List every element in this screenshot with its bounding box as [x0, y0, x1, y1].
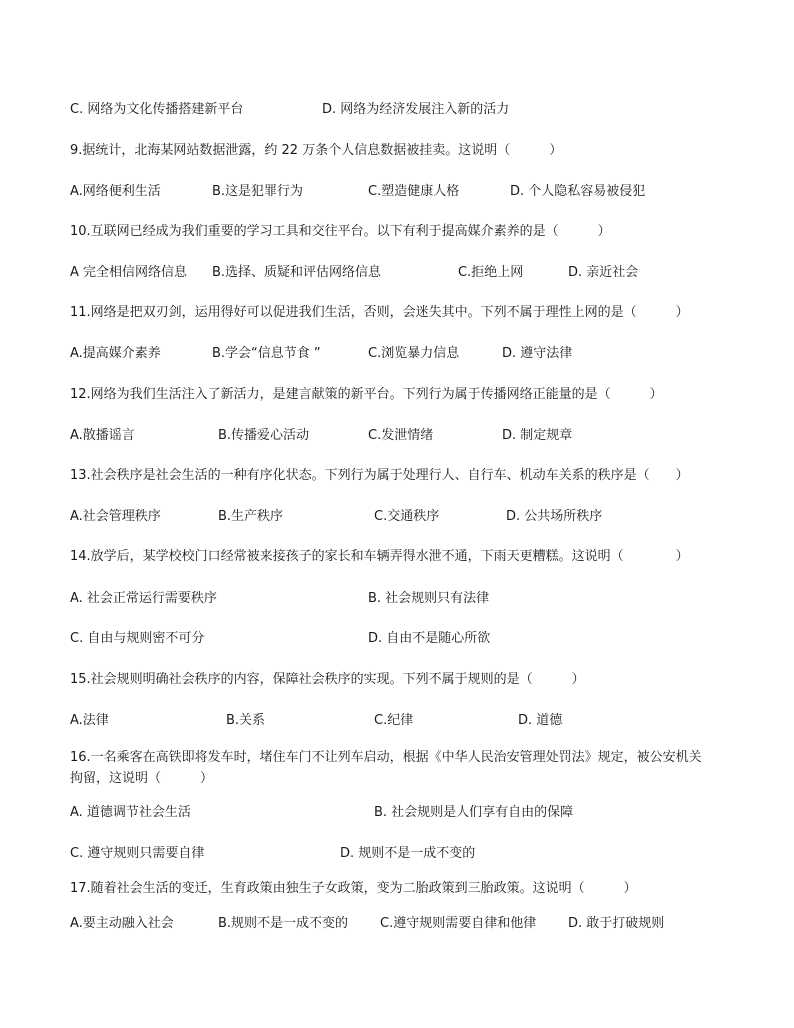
q10-stem: 10.互联网已经成为我们重要的学习工具和交往平台。以下有利于提高媒介素养的是（ ）	[70, 224, 611, 239]
q12-option-a: A.散播谣言	[70, 428, 135, 443]
q14-stem: 14.放学后，某学校校门口经常被来接孩子的家长和车辆弄得水泄不通，下雨天更糟糕。这说明（ ）	[70, 549, 689, 564]
q14-option-a: A. 社会正常运行需要秩序	[70, 591, 217, 606]
q9-option-b: B.这是犯罪行为	[212, 184, 304, 199]
q14-option-c: C. 自由与规则密不可分	[70, 631, 205, 646]
q8-option-c: C. 网络为文化传播搭建新平台	[70, 102, 244, 117]
q16-option-a: A. 道德调节社会生活	[70, 805, 191, 820]
q9-stem: 9.据统计，北海某网站数据泄露，约 22 万条个人信息数据被挂卖。这说明（ ）	[70, 143, 563, 158]
q15-option-a: A.法律	[70, 713, 109, 728]
q11-option-b: B.学会“信息节食 ”	[212, 346, 321, 361]
q17-option-c: C.遵守规则需要自律和他律	[380, 916, 537, 931]
q11-option-d: D. 遵守法律	[502, 346, 573, 361]
q13-option-b: B.生产秩序	[218, 509, 284, 524]
q9-option-a: A.网络便利生活	[70, 184, 161, 199]
q9-option-d: D. 个人隐私容易被侵犯	[510, 184, 646, 199]
q17-option-a: A.要主动融入社会	[70, 916, 174, 931]
q10-option-d: D. 亲近社会	[568, 265, 639, 280]
q12-option-d: D. 制定规章	[502, 428, 573, 443]
q14-option-d: D. 自由不是随心所欲	[368, 631, 491, 646]
q16-option-b: B. 社会规则是人们享有自由的保障	[374, 805, 574, 820]
q11-option-c: C.浏览暴力信息	[368, 346, 460, 361]
q16-stem-line1: 16.一名乘客在高铁即将发车时，堵住车门不让列车启动，根据《中华人民治安管理处罚法》规定，被公安机关	[70, 750, 702, 765]
q13-option-d: D. 公共场所秩序	[506, 509, 603, 524]
q15-stem: 15.社会规则明确社会秩序的内容，保障社会秩序的实现。下列不属于规则的是（ ）	[70, 672, 585, 687]
q11-stem: 11.网络是把双刃剑，运用得好可以促进我们生活，否则，会迷失其中。下列不属于理性上网的是（ ）	[70, 305, 689, 320]
q10-option-c: C.拒绝上网	[458, 265, 524, 280]
q17-option-d: D. 敢于打破规则	[568, 916, 665, 931]
q12-option-c: C.发泄情绪	[368, 428, 434, 443]
q10-option-b: B.选择、质疑和评估网络信息	[212, 265, 382, 280]
q12-stem: 12.网络为我们生活注入了新活力，是建言献策的新平台。下列行为属于传播网络正能量的是（ ）	[70, 387, 663, 402]
q9-option-c: C.塑造健康人格	[368, 184, 460, 199]
q16-option-c: C. 遵守规则只需要自律	[70, 846, 205, 861]
q13-stem: 13.社会秩序是社会生活的一种有序化状态。下列行为属于处理行人、自行车、机动车关系的秩序是（ ）	[70, 468, 689, 483]
q15-option-c: C.纪律	[374, 713, 414, 728]
q17-stem: 17.随着社会生活的变迁，生育政策由独生子女政策，变为二胎政策到三胎政策。这说明（ ）	[70, 881, 637, 896]
q10-option-a: A 完全相信网络信息	[70, 265, 188, 280]
q8-option-d: D. 网络为经济发展注入新的活力	[322, 102, 510, 117]
q13-option-c: C.交通秩序	[374, 509, 440, 524]
q15-option-d: D. 道德	[518, 713, 563, 728]
q12-option-b: B.传播爱心活动	[218, 428, 310, 443]
q16-stem-line2: 拘留，这说明（ ）	[70, 771, 214, 786]
q17-option-b: B.规则不是一成不变的	[218, 916, 349, 931]
q16-option-d: D. 规则不是一成不变的	[340, 846, 476, 861]
q15-option-b: B.关系	[226, 713, 266, 728]
q14-option-b: B. 社会规则只有法律	[368, 591, 490, 606]
q11-option-a: A.提高媒介素养	[70, 346, 161, 361]
q13-option-a: A.社会管理秩序	[70, 509, 161, 524]
